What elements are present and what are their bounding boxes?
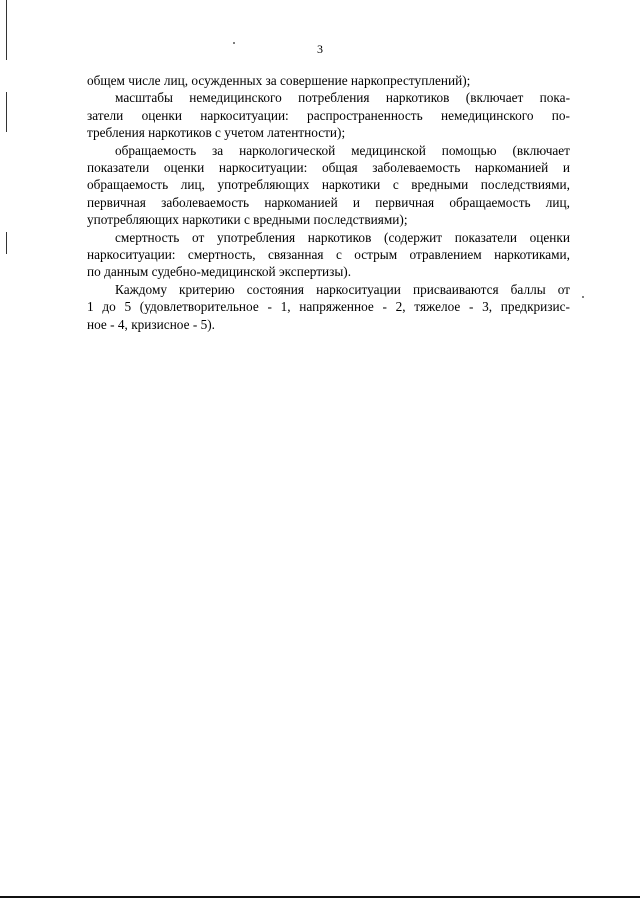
text-line: по данным судебно-медицинской экспертизы). [87,264,352,280]
body-text [87,72,570,333]
text-line: Каждому критерию состояния наркоситуации присваиваются баллы от [115,281,570,297]
text-line: употребляющих наркотики с вредными последствиями); [87,212,408,228]
scan-margin-mark [6,92,7,132]
scan-speck [582,296,584,298]
scan-bottom-edge [0,896,640,898]
text-line: смертность от употребления наркотиков (содержит показатели оценки [115,229,570,245]
text-line: обращаемость за наркологической медицинской помощью (включает [115,142,570,158]
text-line: требления наркотиков с учетом латентности); [87,125,346,141]
text-line: затели оценки наркоситуации: распространенность немедицинского по- [87,107,570,123]
text-line: 1 до 5 (удовлетворительное - 1, напряженное - 2, тяжелое - 3, предкризис- [87,299,570,315]
text-line: общем числе лиц, осужденных за совершение наркопреступлений); [87,73,471,88]
page-number: 3 [317,42,323,56]
text-line: обращаемость лиц, употребляющих наркотики с вредными последствиями, [87,177,570,193]
scan-margin-mark [6,232,7,254]
text-line: первичная заболеваемость наркоманией и первичная обращаемость лиц, [87,194,570,210]
text-line: наркоситуации: смертность, связанная с острым отравлением наркотиками, [87,247,570,263]
text-line: масштабы немедицинского потребления наркотиков (включает пока- [115,90,570,106]
text-line: показатели оценки наркоситуации: общая заболеваемость наркоманией и [87,160,570,176]
text-line: ное - 4, кризисное - 5). [87,316,216,332]
